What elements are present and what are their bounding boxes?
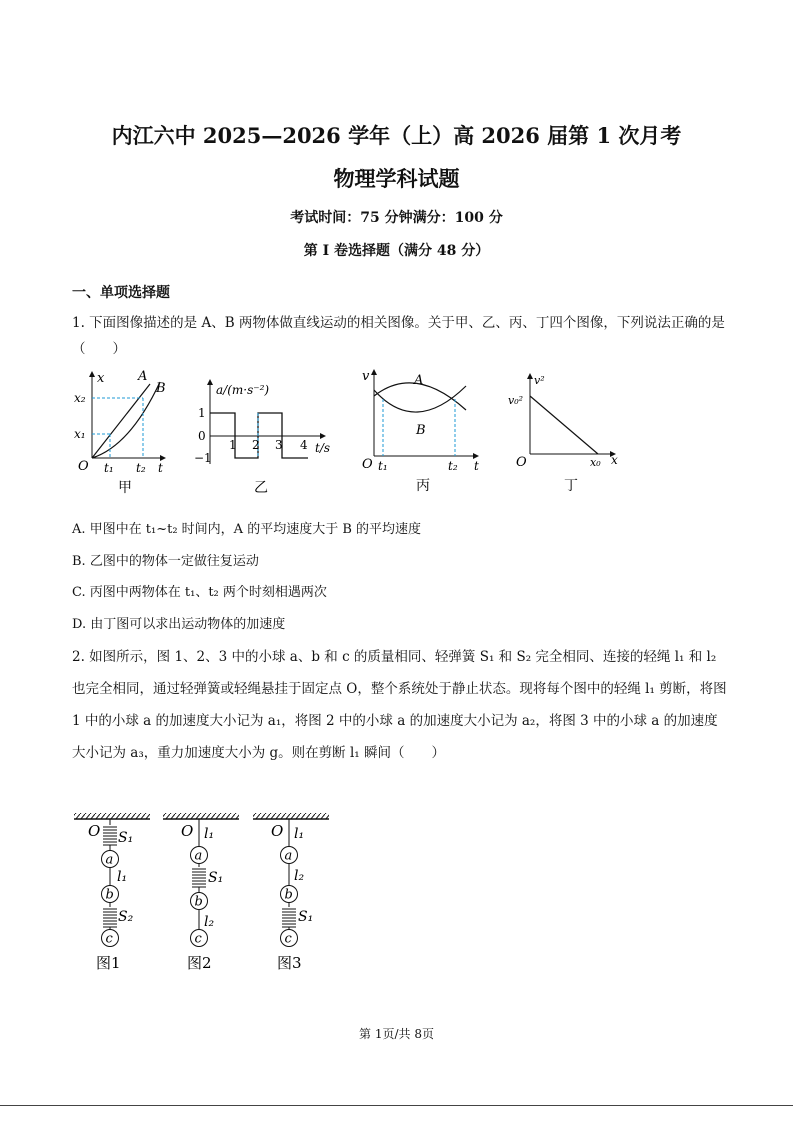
fig2-label-1: l₁: [204, 826, 215, 842]
ding-x0: x₀: [590, 456, 601, 469]
yi-zero: 0: [198, 429, 206, 443]
fig3-O: O: [271, 822, 284, 840]
jia-A: A: [138, 369, 148, 384]
jia-caption: 甲: [118, 480, 132, 496]
ding-x-label: x: [611, 453, 618, 467]
ding-y-label: v²: [534, 374, 545, 387]
jia-x1: x₁: [74, 427, 86, 441]
yi-tick-4: 4: [300, 438, 308, 452]
fig2-ball-b: b: [194, 894, 203, 910]
section-heading: 一、单项选择题: [72, 285, 170, 301]
jia-y-label: x: [97, 371, 105, 386]
question-2-figures: [70, 808, 340, 976]
bing-origin: O: [362, 457, 373, 472]
yi-tick-1: 1: [229, 438, 237, 452]
bing-y-label: v: [362, 369, 370, 384]
fig3-ball-c: c: [284, 931, 292, 947]
question-2-stem: 2. 如图所示，图 1、2、3 中的小球 a、b 和 c 的质量相同、轻弹簧 S₁ 和 S₂ 完全相同、连接的轻绳 l₁ 和 l₂ 也完全相同，通过轻弹簧或轻绳悬挂于固定点 O，整个系统处于静止状态。现将每个图中的轻绳 l₁ 剪断，将图 1 中的小球 a 的加速度大小记为 a₁，将图 2 中的小球 a 的加速度大小记为 a₂，将图 3 中的小球 a 的加速度大小记为 a₃，重力加速度大小为 g。则在剪断 l₁ 瞬间（ ）: [72, 649, 727, 761]
fig3-label-1: l₁: [294, 826, 305, 842]
exam-title: 内江六中 2025—2026 学年（上）高 2026 届第 1 次月考: [111, 123, 682, 148]
yi-tick-2: 2: [252, 438, 260, 452]
jia-x2: x₂: [74, 391, 86, 405]
q1-option-d: D. 由丁图可以求出运动物体的加速度: [72, 617, 286, 632]
fig1-label-3: S₂: [118, 909, 134, 925]
figure-2: [163, 813, 239, 972]
fig2-caption: 图2: [187, 954, 212, 972]
graph-ding: [508, 374, 618, 494]
ding-v0: v₀²: [508, 394, 524, 407]
jia-x-label: t: [158, 461, 163, 475]
bing-t1: t₁: [378, 459, 388, 473]
jia-origin: O: [78, 459, 89, 474]
subject-title: 物理学科试题: [333, 166, 460, 191]
fig1-spring-S2: [103, 903, 117, 931]
jia-t1: t₁: [104, 461, 114, 475]
yi-caption: 乙: [254, 480, 268, 496]
bing-B: B: [416, 423, 426, 438]
yi-neg: −1: [194, 451, 212, 465]
q1-option-c: C. 丙图中两物体在 t₁、t₂ 两个时刻相遇两次: [72, 585, 327, 600]
fig3-label-3: S₁: [298, 909, 314, 925]
fig2-O: O: [181, 822, 194, 840]
fig3-ball-b: b: [284, 887, 293, 903]
bing-caption: 丙: [416, 478, 430, 494]
bottom-divider: [0, 1105, 793, 1106]
fig1-ball-c: c: [105, 931, 113, 947]
figure-1: [74, 813, 150, 972]
fig3-ball-a: a: [284, 848, 293, 864]
fig1-label-1: S₁: [118, 830, 134, 846]
bing-t2: t₂: [448, 459, 458, 473]
page-number: 第 1页/共 8页: [359, 1027, 434, 1041]
jia-t2: t₂: [136, 461, 146, 475]
yi-tick-3: 3: [275, 438, 283, 452]
fig1-label-2: l₁: [117, 869, 128, 885]
fig2-ball-a: a: [194, 848, 203, 864]
fig1-ball-a: a: [105, 852, 114, 868]
yi-pos: 1: [198, 406, 206, 420]
fig2-spring-S1: [192, 864, 206, 893]
fig2-ball-c: c: [194, 931, 202, 947]
exam-info: 考试时间：75 分钟满分：100 分: [290, 210, 503, 226]
fig1-ball-b: b: [105, 887, 114, 903]
ding-origin: O: [516, 455, 527, 470]
jia-curve-B: [92, 382, 160, 458]
jia-B: B: [156, 381, 166, 396]
q1-option-b: B. 乙图中的物体一定做往复运动: [72, 554, 259, 569]
graph-bing: [362, 369, 479, 494]
ding-line: [530, 396, 598, 454]
fig2-label-3: l₂: [204, 914, 215, 930]
fig1-spring-S1: [103, 819, 117, 850]
fig3-caption: 图3: [277, 954, 302, 972]
question-1-stem: 1. 下面图像描述的是 A、B 两物体做直线运动的相关图像。关于甲、乙、丙、丁四个图像，下列说法正确的是（ ）: [72, 315, 725, 357]
fig3-spring-S1: [282, 903, 296, 931]
volume-title: 第 I 卷选择题（满分 48 分）: [303, 243, 490, 259]
ding-caption: 丁: [564, 478, 578, 494]
jia-line-A: [92, 384, 150, 458]
yi-y-label: a/(m·s⁻²): [216, 383, 270, 397]
graph-jia: [74, 369, 166, 496]
bing-A: A: [414, 373, 424, 388]
fig2-label-2: S₁: [208, 870, 224, 886]
yi-x-label: t/s: [315, 441, 331, 455]
graph-yi: [194, 380, 330, 496]
fig1-caption: 图1: [96, 954, 121, 972]
question-1-graphs: [70, 366, 630, 500]
fig1-O: O: [88, 822, 101, 840]
figure-3: [253, 813, 329, 972]
bing-x-label: t: [474, 459, 479, 473]
fig3-label-2: l₂: [294, 868, 305, 884]
q1-option-a: A. 甲图中在 t₁~t₂ 时间内，A 的平均速度大于 B 的平均速度: [72, 522, 422, 537]
